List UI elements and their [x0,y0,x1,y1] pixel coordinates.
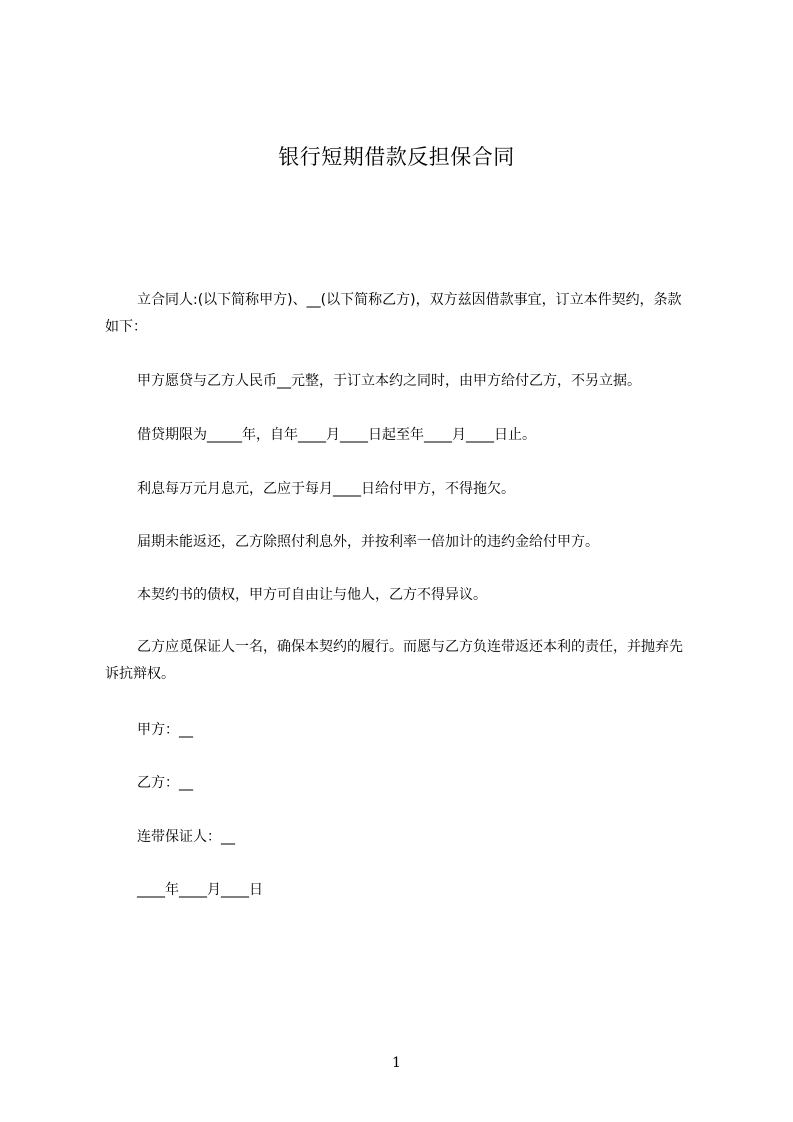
paragraph-text: 乙方应觅保证人一名，确保本契约的履行。而愿与乙方负连带返还本利的责任，并抛弃先诉抗辩权。 [105,639,683,682]
paragraph-default: 届期未能返还，乙方除照付利息外，并按利率一倍加计的违约金给付甲方。 [137,534,599,550]
signature-date: ____年____月____日 [137,882,263,898]
paragraph-interest: 利息每万元月息元，乙应于每月____日给付甲方，不得拖欠。 [137,481,515,497]
paragraph-parties [105,287,695,341]
paragraph-guarantor [105,634,695,688]
signature-party-a: 甲方：__ [137,722,193,738]
paragraph-loan-term: 借贷期限为_____年，自年____月____日起至年____月____日止。 [137,427,536,443]
paragraph-loan-amount: 甲方愿贷与乙方人民币__元整，于订立本约之同时，由甲方给付乙方，不另立据。 [137,373,641,389]
paragraph-text: 立合同人:(以下简称甲方)、__(以下简称乙方)，双方兹因借款事宜，订立本件契约，条款如下： [105,292,682,335]
page-number: 1 [392,1055,401,1071]
signature-guarantor: 连带保证人：__ [137,829,235,845]
document-title: 银行短期借款反担保合同 [278,145,515,169]
signature-party-b: 乙方：__ [137,775,193,791]
paragraph-assignment: 本契约书的债权，甲方可自由让与他人，乙方不得异议。 [137,587,487,603]
